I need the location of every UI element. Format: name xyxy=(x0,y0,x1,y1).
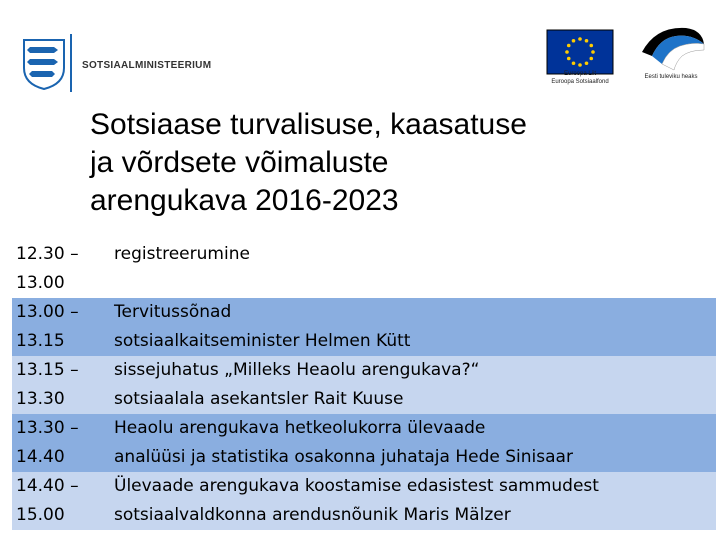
estonia-caption: Eesti tuleviku heaks xyxy=(644,74,698,80)
eu-star-icon xyxy=(589,57,593,61)
eu-caption: Euroopa Liit Euroopa Sotsiaalfond xyxy=(551,71,609,85)
eu-star-icon xyxy=(565,50,569,54)
agenda-row xyxy=(12,472,716,530)
agenda-time: 13.00 – 13.15 xyxy=(12,298,110,356)
agenda-time: 12.30 – 13.00 xyxy=(12,240,110,298)
logo-divider xyxy=(70,34,72,92)
eu-star-icon xyxy=(591,50,595,54)
agenda-item: sissejuhatus „Milleks Heaolu arengukava?“ sotsiaalala asekantsler Rait Kuuse xyxy=(110,356,716,414)
ministry-name: SOTSIAALMINISTEERIUM xyxy=(82,60,212,71)
eu-star-icon xyxy=(589,44,593,48)
agenda-table xyxy=(12,240,716,530)
title-line: ja võrdsete võimaluste xyxy=(90,146,389,179)
slide-title xyxy=(90,106,690,220)
agenda-row xyxy=(12,298,716,356)
agenda-item: Tervitussõnad sotsiaalkaitseminister Helmen Kütt xyxy=(110,298,716,356)
eu-star-icon xyxy=(585,39,589,43)
eu-star-icon xyxy=(567,57,571,61)
agenda-row xyxy=(12,414,716,472)
coat-of-arms-logo xyxy=(22,38,66,90)
agenda-item: Heaolu arengukava hetkeolukorra ülevaade analüüsi ja statistika osakonna juhataja Hede Sinisaar xyxy=(110,414,716,472)
eu-star-icon xyxy=(585,61,589,65)
agenda-item: registreerumine xyxy=(110,240,716,298)
eu-star-icon xyxy=(578,63,582,67)
title-line: arengukava 2016-2023 xyxy=(90,184,399,217)
agenda-time: 13.15 – 13.30 xyxy=(12,356,110,414)
eu-star-icon xyxy=(567,44,571,48)
agenda-item: Ülevaade arengukava koostamise edasistest sammudest sotsiaalvaldkonna arendusnõunik Maris Mälzer xyxy=(110,472,716,530)
agenda-row xyxy=(12,240,716,298)
eu-star-icon xyxy=(572,61,576,65)
title-line: Sotsiaase turvalisuse, kaasatuse xyxy=(90,108,527,141)
agenda-row xyxy=(12,356,716,414)
eu-star-icon xyxy=(578,37,582,41)
eu-star-icon xyxy=(572,39,576,43)
agenda-time: 13.30 – 14.40 xyxy=(12,414,110,472)
estonia-future-logo xyxy=(636,22,706,72)
agenda-time: 14.40 – 15.00 xyxy=(12,472,110,530)
